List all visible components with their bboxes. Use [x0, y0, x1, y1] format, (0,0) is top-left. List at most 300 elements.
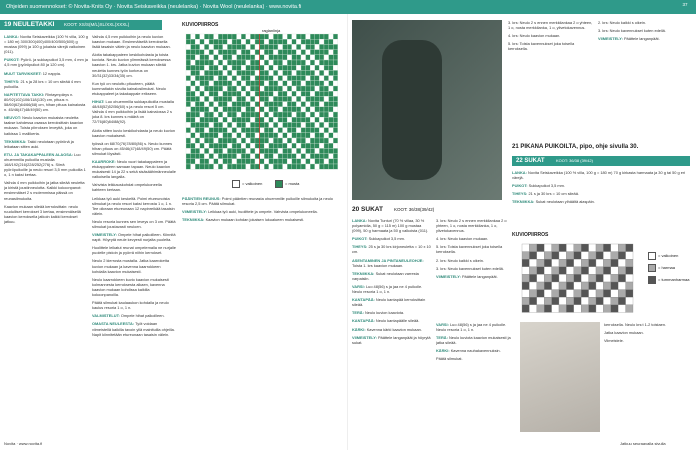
a1c2-para-2: Kun työ on neulottu pituuteen, päätä kummaltakin sivulta kainalosilmukat. Neulo etukappaleet ja takakappale erikseen.	[92, 80, 166, 96]
chart1-cell	[310, 159, 315, 164]
chart1-cell	[209, 96, 214, 101]
chart2-cell	[537, 290, 544, 298]
chart2-cell	[589, 259, 596, 267]
chart1-cell	[218, 138, 223, 143]
chart2-cell	[537, 297, 544, 305]
article-20-text	[352, 218, 432, 438]
chart1-cell	[273, 44, 278, 49]
chart2-cell	[618, 252, 625, 260]
chart1-cell	[283, 39, 288, 44]
chart1-cell	[209, 34, 214, 39]
chart1-cell	[306, 55, 311, 60]
chart1-legend-2-label: = musta	[285, 181, 300, 187]
chart1-cell	[246, 70, 251, 75]
chart1-cell	[264, 117, 269, 122]
chart1-cell	[333, 143, 338, 148]
chart1-cell	[319, 60, 324, 65]
chart1-cell	[223, 34, 228, 39]
chart1-cell	[232, 138, 237, 143]
chart1-cell	[246, 76, 251, 81]
chart2-cell	[529, 244, 536, 252]
chart1-cell	[273, 70, 278, 75]
chart1-cell	[296, 117, 301, 122]
chart2-cell	[581, 290, 588, 298]
chart1-cell	[292, 96, 297, 101]
chart2-cell	[552, 259, 559, 267]
chart1-cell	[324, 102, 329, 107]
chart1-cell	[200, 81, 205, 86]
chart1-cell	[227, 55, 232, 60]
chart1-cell	[310, 50, 315, 55]
chart1-cell	[287, 143, 292, 148]
chart1-cell	[324, 70, 329, 75]
chart1-cell	[292, 76, 297, 81]
chart1-cell	[301, 91, 306, 96]
chart1-cell	[283, 143, 288, 148]
chart1-cell	[191, 117, 196, 122]
chart2-cell	[603, 282, 610, 290]
chart1-cell	[296, 96, 301, 101]
chart1-cell	[301, 138, 306, 143]
a4-para-3: TEKNIIKKA: Sukat neulotaan ylhäältä alaspäin.	[512, 199, 595, 205]
chart2-title: KUVIOPIIRROS	[512, 232, 549, 238]
chart1-cell	[227, 65, 232, 70]
chart1-cell	[315, 76, 320, 81]
chart1-cell	[232, 50, 237, 55]
chart2-cell	[559, 282, 566, 290]
chart1-cell	[195, 55, 200, 60]
chart2-cell	[522, 305, 529, 313]
chart1-cell	[324, 154, 329, 159]
chart1-cell	[264, 76, 269, 81]
chart1-cell	[223, 65, 228, 70]
chart1-cell	[296, 133, 301, 138]
chart2-cell	[618, 274, 625, 282]
chart2-cell	[626, 305, 633, 313]
chart2-cell	[611, 297, 618, 305]
chart1-cell	[287, 107, 292, 112]
chart1-cell	[315, 81, 320, 86]
chart1-cell	[246, 128, 251, 133]
chart1-cell	[241, 159, 246, 164]
chart2-cell	[566, 282, 573, 290]
chart1-cell	[310, 70, 315, 75]
chart1-cell	[214, 148, 219, 153]
chart1-cell	[214, 65, 219, 70]
chart1-cell	[232, 107, 237, 112]
chart1-cell	[232, 91, 237, 96]
chart2-cell	[611, 274, 618, 282]
chart1-cell	[301, 133, 306, 138]
chart2-cell	[589, 274, 596, 282]
chart1-cell	[333, 60, 338, 65]
chart2-cell	[611, 259, 618, 267]
chart1-cell	[260, 143, 265, 148]
chart1-cell	[296, 107, 301, 112]
header-text: Ohjeiden suomennokset: © Novita-Knits Oy · Novita Seiskaveikka (neulelanka) · Novita Wool (neulelanka) · www.novita.fi	[6, 4, 302, 10]
chart1-cell	[204, 159, 209, 164]
chart1-cell	[301, 164, 306, 169]
chart1-cell	[283, 148, 288, 153]
chart1-cell	[218, 91, 223, 96]
chart1-cell	[315, 128, 320, 133]
chart1-cell	[287, 133, 292, 138]
chart1-cell	[195, 102, 200, 107]
chart1-cell	[209, 154, 214, 159]
chart1-cell	[218, 76, 223, 81]
article-21-title: 21 PIKANA PUIKOILTA, pipo, ohje sivulla 30.	[512, 144, 639, 150]
chart2-cell	[529, 252, 536, 260]
chart1-cell	[237, 39, 242, 44]
chart1-cell	[218, 164, 223, 169]
chart1-cell	[218, 122, 223, 127]
chart2-cell	[596, 290, 603, 298]
chart1-cell	[287, 39, 292, 44]
chart1-cell	[214, 86, 219, 91]
chart2-cell	[589, 267, 596, 275]
chart1-cell	[214, 164, 219, 169]
chart1-cell	[273, 128, 278, 133]
chart1-cell	[264, 96, 269, 101]
chart1-cell	[333, 39, 338, 44]
chart1-cell	[209, 76, 214, 81]
chart2-cell	[626, 297, 633, 305]
chart1-cell	[283, 81, 288, 86]
chart1-cell	[191, 86, 196, 91]
chart1-cell	[232, 148, 237, 153]
chart1-cell	[306, 102, 311, 107]
chart2-cell	[589, 297, 596, 305]
chart2-cell	[596, 259, 603, 267]
chart1-cell	[223, 112, 228, 117]
chart1-cell	[250, 65, 255, 70]
chart1-cell	[200, 44, 205, 49]
chart1-cell	[246, 96, 251, 101]
chart1-cell	[287, 60, 292, 65]
chart2-cell	[529, 274, 536, 282]
chart1-cell	[319, 39, 324, 44]
chart1-cell	[269, 39, 274, 44]
chart1-cell	[214, 70, 219, 75]
a2-para-7: TERÄ: Neulo kuvion kaaviota.	[352, 310, 405, 316]
chart1-cell	[301, 60, 306, 65]
sock-photo-2	[520, 322, 600, 432]
a1c2-para-14: Päätä silmukat kaulaaukon kohdalla ja neulo kaulus resoria 1 o, 1 n.	[92, 300, 169, 311]
chart1-cell	[255, 164, 260, 169]
chart2-cell	[618, 305, 625, 313]
chart1-cell	[232, 44, 237, 49]
chart1-cell	[287, 117, 292, 122]
chart2-cell	[574, 297, 581, 305]
chart1-cell	[273, 81, 278, 86]
chart1-cell	[296, 50, 301, 55]
chart2-cell	[552, 305, 559, 313]
chart1-cell	[195, 44, 200, 49]
chart1-cell	[200, 60, 205, 65]
r4-para-2: Viimeistele.	[604, 338, 624, 344]
chart1-cell	[250, 39, 255, 44]
chart1-cell	[283, 60, 288, 65]
chart1-cell	[232, 70, 237, 75]
chart1-cell	[255, 91, 260, 96]
chart1-cell	[333, 159, 338, 164]
a1c1-para-7: ETU- JA TAKAKAPPALEEN ALAOSA: Luo ohuemmilla puikoilla mustalla 168/192(216)228/252(276) s. Siirrä pyöröpuikoille ja neulo resori 3,5 mm puikoilla 1 o, 1 n kaksi kertaa.	[4, 151, 86, 178]
chart1-cell	[200, 128, 205, 133]
chart1-cell	[232, 65, 237, 70]
chart2-cell	[537, 282, 544, 290]
chart1-cell	[250, 81, 255, 86]
chart1-cell	[301, 112, 306, 117]
chart1-cell	[269, 164, 274, 169]
chart1-cell	[237, 44, 242, 49]
chart1-cell	[232, 76, 237, 81]
chart1-cell	[329, 159, 334, 164]
chart1-cell	[209, 148, 214, 153]
chart1-cell	[246, 60, 251, 65]
a1c1-para-3: TIHEYS: 21 s ja 28 krs = 10 cm sileää 4 mm puikoilla.	[4, 78, 81, 89]
chart1-cell	[241, 143, 246, 148]
r1-para-0: 3. krs: Neulo 2 s ennen merkkilankaa 2 o yhteen, 1 o, nosta merkkilanka, 1 o, ylivetokavennus.	[508, 20, 593, 31]
chart1-cell	[306, 128, 311, 133]
chart1-cell	[315, 70, 320, 75]
chart1-cell	[250, 159, 255, 164]
chart1-cell	[214, 44, 219, 49]
chart1-cell	[310, 122, 315, 127]
chart1-cell	[269, 91, 274, 96]
chart1-cell	[278, 128, 283, 133]
chart2-cell	[596, 252, 603, 260]
chart1-cell	[260, 122, 265, 127]
chart1-cell	[319, 50, 324, 55]
chart1-cell	[246, 159, 251, 164]
chart1-cell	[315, 112, 320, 117]
r2-para-2: VIIMEISTELY: Päättele langanpäät.	[598, 36, 660, 42]
chart1-cell	[237, 128, 242, 133]
chart1-cell	[241, 91, 246, 96]
chart1-cell	[260, 107, 265, 112]
chart1-cell	[232, 143, 237, 148]
r5-para-2: KÄRKI: Kavenna nauhakavennuksin.	[436, 348, 501, 354]
chart2-cell	[589, 290, 596, 298]
chart1-cell	[306, 34, 311, 39]
chart2-cell	[552, 282, 559, 290]
chart1-cell	[315, 154, 320, 159]
chart1-cell	[246, 39, 251, 44]
chart2-cell	[566, 297, 573, 305]
chart1-cell	[283, 102, 288, 107]
chart1-cell	[310, 112, 315, 117]
chart1-cell	[324, 81, 329, 86]
chart2-cell	[574, 290, 581, 298]
chart1-cell	[264, 107, 269, 112]
chart1-cell	[260, 39, 265, 44]
chart1-cell	[246, 81, 251, 86]
chart1-cell	[218, 55, 223, 60]
chart1-cell	[319, 128, 324, 133]
chart1-cell	[315, 60, 320, 65]
chart2-cell	[574, 252, 581, 260]
chart1-cell	[191, 102, 196, 107]
chart1-cell	[200, 164, 205, 169]
chart1-cell	[301, 70, 306, 75]
chart1-cell	[278, 60, 283, 65]
chart1-cell	[296, 81, 301, 86]
chart2-cell	[603, 290, 610, 298]
chart2-cell	[603, 274, 610, 282]
chart2-cell	[537, 305, 544, 313]
chart1-cell	[191, 65, 196, 70]
chart1-cell	[255, 133, 260, 138]
chart1-cell	[246, 107, 251, 112]
chart1-cell	[287, 34, 292, 39]
chart1-cell	[260, 112, 265, 117]
chart1-cell	[200, 148, 205, 153]
chart1-cell	[195, 159, 200, 164]
chart1-cell	[204, 81, 209, 86]
chart1-cell	[324, 86, 329, 91]
chart1-cell	[223, 55, 228, 60]
chart2-cell	[596, 305, 603, 313]
chart1-cell	[260, 154, 265, 159]
chart2-legend-2	[648, 264, 675, 272]
bottom-right-text-2	[436, 322, 516, 432]
chart1-cell	[306, 143, 311, 148]
chart1-cell	[324, 50, 329, 55]
chart1-cell	[292, 70, 297, 75]
chart1-cell	[283, 107, 288, 112]
chart1-cell	[333, 96, 338, 101]
sock-photo	[352, 20, 502, 200]
chart1-cell	[237, 86, 242, 91]
chart1-cell	[324, 117, 329, 122]
chart1-cell	[255, 44, 260, 49]
chart1-cell	[333, 65, 338, 70]
chart1-cell	[273, 65, 278, 70]
chart1-cell	[241, 76, 246, 81]
chart1-cell	[246, 117, 251, 122]
chart1-cell	[200, 91, 205, 96]
chart1-cell	[200, 159, 205, 164]
chart1-cell	[333, 55, 338, 60]
chart1-cell	[292, 154, 297, 159]
chart1-legend-1-label: = valkoinen	[242, 181, 263, 187]
chart1-cell	[287, 91, 292, 96]
chart1-cell	[200, 107, 205, 112]
chart1-cell	[260, 138, 265, 143]
chart1-cell	[227, 96, 232, 101]
chart1-cell	[310, 102, 315, 107]
chart1-cell	[204, 148, 209, 153]
chart1-cell	[255, 96, 260, 101]
chart1-cell	[278, 154, 283, 159]
chart1-cell	[223, 76, 228, 81]
chart1-cell	[204, 164, 209, 169]
chart1-cell	[246, 50, 251, 55]
chart1-cell	[329, 65, 334, 70]
chart1-cell	[315, 133, 320, 138]
chart1-cell	[255, 34, 260, 39]
chart1-cell	[310, 117, 315, 122]
chart1-cell	[278, 107, 283, 112]
chart2-cell	[522, 252, 529, 260]
chart2-cell	[596, 244, 603, 252]
chart1-cell	[250, 133, 255, 138]
chart2-cell	[537, 252, 544, 260]
chart1-cell	[315, 164, 320, 169]
article-19-size: KOOT: XS/S(M/L)XL/XXL(XXXL)	[64, 22, 130, 27]
chart1-cell	[273, 148, 278, 153]
chart1-cell	[278, 143, 283, 148]
chart1-cell	[255, 143, 260, 148]
chart1-cell	[209, 39, 214, 44]
chart2-cell	[544, 290, 551, 298]
chart1-cell	[232, 34, 237, 39]
chart1-cell	[315, 39, 320, 44]
chart1-cell	[191, 133, 196, 138]
chart1-cell	[329, 96, 334, 101]
chart1-cell	[204, 133, 209, 138]
chart1-cell	[287, 148, 292, 153]
chart1-cell	[292, 39, 297, 44]
r2-para-1: 3. krs: Neulo kavennukset kuten edellä.	[598, 28, 666, 34]
chart1-cell	[186, 143, 191, 148]
chart2-cell	[589, 305, 596, 313]
chart2-cell	[618, 267, 625, 275]
chart1-cell	[195, 60, 200, 65]
chart1-cell	[204, 39, 209, 44]
chart1-cell	[204, 112, 209, 117]
chart1-cell	[241, 70, 246, 75]
chart1-cell	[209, 107, 214, 112]
chart1-cell	[218, 96, 223, 101]
chart1-cell	[191, 39, 196, 44]
chart1-cell	[227, 148, 232, 153]
chart1-cell	[301, 96, 306, 101]
chart1-cell	[264, 164, 269, 169]
chart1-cell	[306, 96, 311, 101]
chart1-cell	[310, 65, 315, 70]
chart1-cell	[218, 154, 223, 159]
chart1-cell	[237, 65, 242, 70]
chart1-cell	[209, 128, 214, 133]
chart2-cell	[611, 305, 618, 313]
chart1-cell	[273, 112, 278, 117]
chart1-cell	[283, 65, 288, 70]
chart1-cell	[209, 91, 214, 96]
chart1-cell	[329, 44, 334, 49]
chart1-cell	[283, 96, 288, 101]
chart1-cell	[287, 70, 292, 75]
chart1-cell	[269, 112, 274, 117]
chart1-cell	[227, 117, 232, 122]
chart1-cell	[319, 122, 324, 127]
chart1-cell	[264, 60, 269, 65]
chart1-cell	[214, 112, 219, 117]
chart1-cell	[186, 164, 191, 169]
chart1-cell	[315, 86, 320, 91]
chart2-cell	[626, 267, 633, 275]
chart2-cell	[522, 274, 529, 282]
chart1-cell	[301, 50, 306, 55]
r1-para-2: 5. krs: Toista kavennukset joka toisella kerroksella.	[508, 41, 575, 52]
chart1-cell	[250, 117, 255, 122]
chart1-cell	[292, 44, 297, 49]
chart1-cell	[296, 128, 301, 133]
chart1-cell	[278, 91, 283, 96]
chart1-cell	[195, 70, 200, 75]
a1c2-para-12: Neulo 2 kierrosta mustalla. Jatka kaarroketta kuvion mukaan ja kavenna kaarrokkeen kohdalla kaavion mukaisesti.	[92, 258, 169, 274]
chart2-cell	[603, 259, 610, 267]
